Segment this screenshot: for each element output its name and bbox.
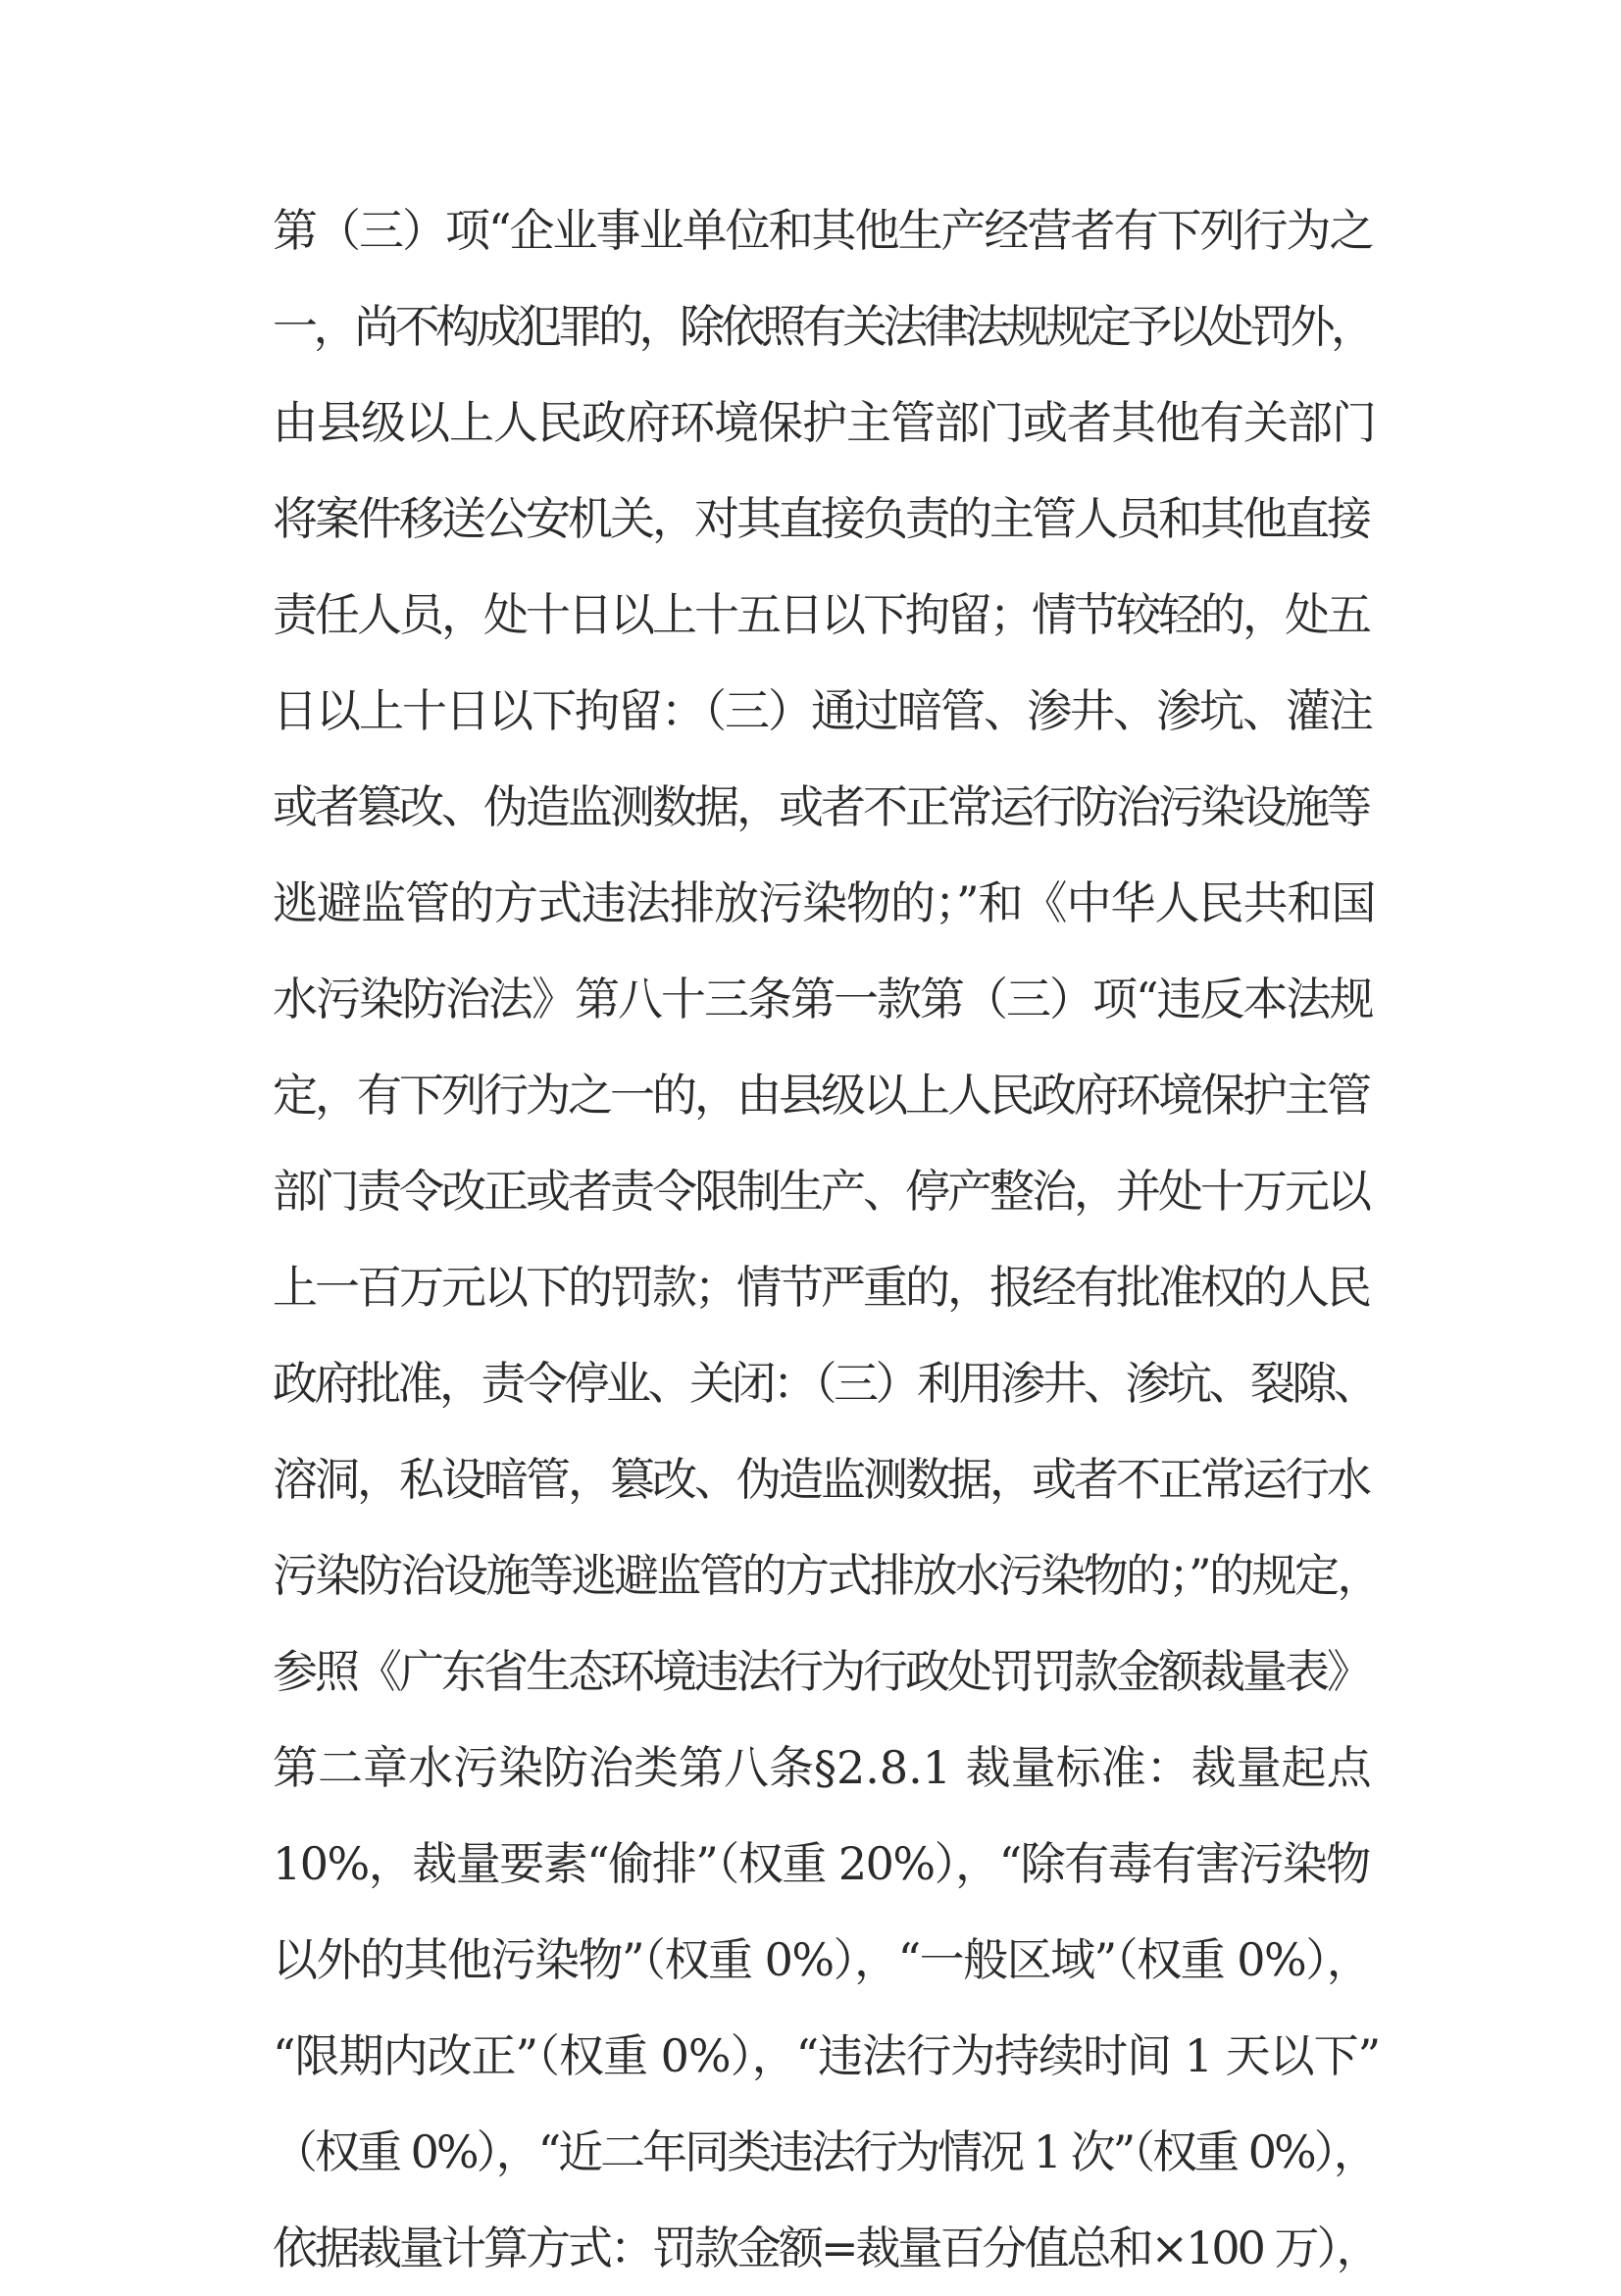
text-line: 水污染防治法》第八十三条第一款第（三）项“违反本法规 [273, 973, 1373, 1025]
text-line: 溶洞，私设暗管，篡改、伪造监测数据，或者不正常运行水 [273, 1453, 1369, 1506]
text-line: 将案件移送公安机关，对其直接负责的主管人员和其他直接 [273, 492, 1369, 545]
text-line: 以外的其他污染物”（权重 0%），“一般区域”（权重 0%）， [273, 1933, 1371, 1986]
body-text [273, 182, 1381, 2296]
text-line: 污染防治设施等逃避监管的方式排放水污染物的；”的规定， [273, 1549, 1381, 1602]
text-line: 由县级以上人民政府环境保护主管部门或者其他有关部门 [273, 396, 1376, 449]
text-line: 责任人员，处十日以上十五日以下拘留；情节较轻的，处五 [273, 588, 1369, 641]
text-line: 参照《广东省生态环境违法行为行政处罚罚款金额裁量表》 [273, 1645, 1369, 1698]
text-line: 10%，裁量要素“偷排”（权重 20%），“除有毒有害污染物 [273, 1837, 1370, 1890]
text-line: 部门责令改正或者责令限制生产、停产整治，并处十万元以 [273, 1165, 1369, 1218]
text-line: 上一百万元以下的罚款；情节严重的，报经有批准权的人民 [273, 1261, 1369, 1314]
text-line: 第二章水污染防治类第八条§2.8.1 裁量标准：裁量起点 [273, 1741, 1372, 1794]
text-line: 政府批准，责令停业、关闭：（三）利用渗井、渗坑、裂隙、 [273, 1357, 1376, 1410]
text-line: 定，有下列行为之一的，由县级以上人民政府环境保护主管 [273, 1069, 1369, 1122]
text-line: 依据裁量计算方式：罚款金额=裁量百分值总和×100 万）， [273, 2221, 1379, 2274]
text-line: “限期内改正”（权重 0%），“违法行为持续时间 1 天以下” [273, 2029, 1381, 2082]
text-line: （权重 0%），“近二年同类违法行为情况 1 次”（权重 0%）， [273, 2125, 1376, 2178]
text-line: 日以上十日以下拘留：（三）通过暗管、渗井、渗坑、灌注 [273, 684, 1372, 737]
text-line: 逃避监管的方式违法排放污染物的；”和《中华人民共和国 [273, 876, 1376, 929]
text-line: 或者篡改、伪造监测数据，或者不正常运行防治污染设施等 [273, 780, 1369, 833]
text-line: 一，尚不构成犯罪的，除依照有关法律法规规定予以处罚外， [273, 300, 1372, 353]
text-line: 第（三）项“企业事业单位和其他生产经营者有下列行为之 [273, 204, 1373, 257]
